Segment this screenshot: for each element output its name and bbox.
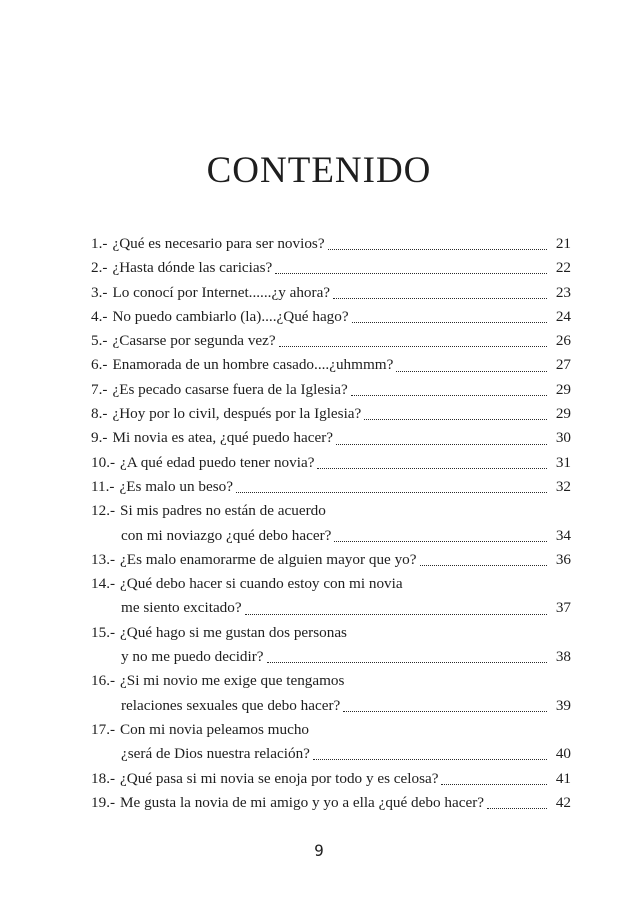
toc-page-number: 36 xyxy=(555,550,571,568)
toc-entry-number: 10.- xyxy=(91,453,116,471)
toc-entry-title: ¿Es pecado casarse fuera de la Iglesia? xyxy=(112,380,348,398)
dot-leader xyxy=(441,783,547,785)
toc-entry xyxy=(91,329,571,353)
toc-line xyxy=(91,718,571,742)
toc-entry-title: relaciones sexuales que debo hacer? xyxy=(121,696,341,714)
toc-entry-title: ¿será de Dios nuestra relación? xyxy=(121,745,310,763)
toc-entry-title: Lo conocí por Internet......¿y ahora? xyxy=(112,283,331,301)
dot-leader xyxy=(333,297,547,299)
dot-leader xyxy=(351,394,547,396)
toc-page-number: 21 xyxy=(555,235,571,252)
toc-page-number: 26 xyxy=(555,332,571,350)
toc-line xyxy=(91,548,571,572)
toc-entry-number: 13.- xyxy=(91,550,116,568)
toc-entry xyxy=(91,281,571,305)
dot-leader xyxy=(245,613,547,615)
dot-leader xyxy=(236,491,547,493)
toc-entry-number: 6.- xyxy=(91,356,108,374)
toc-entry-number: 5.- xyxy=(91,332,108,350)
toc-entry-title: ¿Qué debo hacer si cuando estoy con mi novia xyxy=(120,575,403,593)
toc-entry-number: 16.- xyxy=(91,672,116,690)
toc-entry-title: ¿Qué pasa si mi novia se enoja por todo y es celosa? xyxy=(120,769,439,787)
toc-page-number: 23 xyxy=(555,283,571,301)
toc-entry-number: 14.- xyxy=(91,575,116,593)
dot-leader xyxy=(420,564,547,566)
toc-entry xyxy=(91,767,571,791)
toc-line xyxy=(91,791,571,815)
toc-entry xyxy=(91,451,571,475)
toc-line xyxy=(91,621,571,645)
toc-entry xyxy=(91,669,571,718)
toc-entry-number: 3.- xyxy=(91,283,108,301)
dot-leader xyxy=(275,272,547,274)
toc-page-number: 31 xyxy=(555,453,571,471)
toc-line xyxy=(91,329,571,353)
toc-line xyxy=(91,378,571,402)
toc-entry-number: 12.- xyxy=(91,502,116,520)
toc-entry xyxy=(91,402,571,426)
table-of-contents xyxy=(91,232,571,815)
toc-line xyxy=(91,451,571,475)
toc-entry-title: ¿Hasta dónde las caricias? xyxy=(112,259,273,277)
dot-leader xyxy=(328,248,547,250)
toc-entry-number: 15.- xyxy=(91,623,116,641)
toc-continuation-line xyxy=(91,742,571,766)
toc-line xyxy=(91,402,571,426)
toc-entry xyxy=(91,572,571,621)
toc-entry xyxy=(91,426,571,450)
toc-page-number: 38 xyxy=(555,648,571,666)
dot-leader xyxy=(364,418,547,420)
dot-leader xyxy=(396,370,547,372)
toc-page-number: 34 xyxy=(555,526,571,544)
page-number: 9 xyxy=(314,841,324,860)
toc-entry xyxy=(91,548,571,572)
toc-entry-number: 9.- xyxy=(91,429,108,447)
toc-page-number: 41 xyxy=(555,769,571,787)
toc-entry-title: Enamorada de un hombre casado....¿uhmmm? xyxy=(112,356,394,374)
toc-entry xyxy=(91,621,571,670)
toc-entry xyxy=(91,256,571,280)
toc-line xyxy=(91,475,571,499)
toc-entry-title: Mi novia es atea, ¿qué puedo hacer? xyxy=(112,429,333,447)
toc-continuation-line xyxy=(91,596,571,620)
toc-entry xyxy=(91,718,571,767)
dot-leader xyxy=(317,467,547,469)
dot-leader xyxy=(343,710,547,712)
toc-entry xyxy=(91,353,571,377)
toc-entry-title: ¿Es malo enamorarme de alguien mayor que yo? xyxy=(120,550,417,568)
toc-entry-title: y no me puedo decidir? xyxy=(121,648,264,666)
toc-entry-number: 8.- xyxy=(91,405,108,423)
toc-entry xyxy=(91,378,571,402)
toc-page-number: 30 xyxy=(555,429,571,447)
dot-leader xyxy=(267,661,547,663)
toc-page-number: 42 xyxy=(555,793,571,811)
toc-line xyxy=(91,353,571,377)
toc-entry xyxy=(91,232,571,256)
toc-entry xyxy=(91,791,571,815)
toc-entry-title: ¿Es malo un beso? xyxy=(119,477,233,495)
toc-page-number: 32 xyxy=(555,477,571,495)
toc-page-number: 39 xyxy=(555,696,571,714)
toc-line xyxy=(91,256,571,280)
dot-leader xyxy=(336,443,547,445)
toc-entry-title: con mi noviazgo ¿qué debo hacer? xyxy=(121,526,332,544)
toc-line xyxy=(91,426,571,450)
toc-entry xyxy=(91,305,571,329)
toc-entry-number: 18.- xyxy=(91,769,116,787)
toc-page-number: 24 xyxy=(555,307,571,325)
toc-page-number: 29 xyxy=(555,380,571,398)
toc-entry-number: 19.- xyxy=(91,793,116,811)
toc-line xyxy=(91,572,571,596)
toc-line xyxy=(91,499,571,523)
toc-entry-title: Con mi novia peleamos mucho xyxy=(120,720,310,738)
toc-page-number: 37 xyxy=(555,599,571,617)
toc-line xyxy=(91,767,571,791)
toc-page-number: 22 xyxy=(555,259,571,277)
dot-leader xyxy=(487,807,547,809)
toc-entry-number: 7.- xyxy=(91,380,108,398)
toc-entry-number: 1.- xyxy=(91,235,108,252)
toc-entry-title: No puedo cambiarlo (la)....¿Qué hago? xyxy=(112,307,349,325)
toc-entry-title: Si mis padres no están de acuerdo xyxy=(120,502,326,520)
toc-entry-title: ¿Si mi novio me exige que tengamos xyxy=(120,672,345,690)
toc-entry-number: 4.- xyxy=(91,307,108,325)
toc-line xyxy=(91,232,571,256)
toc-entry-title: ¿Casarse por segunda vez? xyxy=(112,332,276,350)
toc-page-number: 29 xyxy=(555,405,571,423)
dot-leader xyxy=(279,345,547,347)
dot-leader xyxy=(352,321,547,323)
toc-entry-title: ¿Hoy por lo civil, después por la Iglesia? xyxy=(112,405,362,423)
toc-entry-title: Me gusta la novia de mi amigo y yo a ella ¿qué debo hacer? xyxy=(120,793,484,811)
toc-line xyxy=(91,305,571,329)
toc-entry-number: 2.- xyxy=(91,259,108,277)
toc-entry-title: me siento excitado? xyxy=(121,599,242,617)
toc-line xyxy=(91,281,571,305)
toc-line xyxy=(91,669,571,693)
toc-continuation-line xyxy=(91,694,571,718)
page-title: CONTENIDO xyxy=(206,150,432,191)
toc-entry-title: ¿Qué es necesario para ser novios? xyxy=(112,235,325,252)
toc-entry xyxy=(91,475,571,499)
toc-page-number: 40 xyxy=(555,745,571,763)
toc-entry xyxy=(91,499,571,548)
dot-leader xyxy=(313,758,547,760)
toc-entry-number: 11.- xyxy=(91,477,115,495)
toc-continuation-line xyxy=(91,645,571,669)
toc-entry-title: ¿A qué edad puedo tener novia? xyxy=(120,453,315,471)
toc-entry-title: ¿Qué hago si me gustan dos personas xyxy=(120,623,347,641)
toc-continuation-line xyxy=(91,524,571,548)
toc-page-number: 27 xyxy=(555,356,571,374)
dot-leader xyxy=(334,540,547,542)
toc-entry-number: 17.- xyxy=(91,720,116,738)
